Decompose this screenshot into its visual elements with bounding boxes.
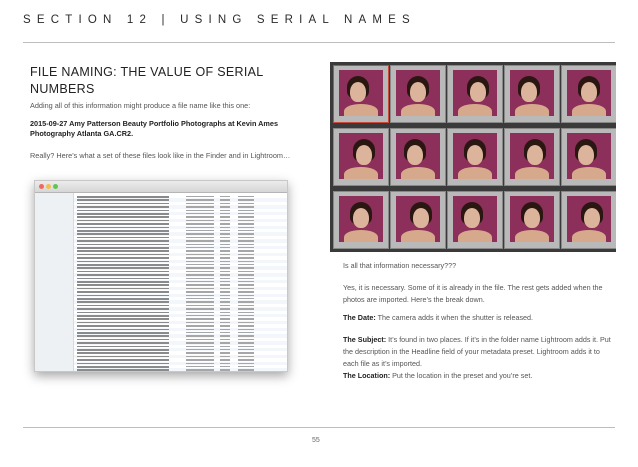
finder-window-screenshot — [34, 180, 288, 372]
finder-intro-text: Really? Here’s what a set of these files look like in the Finder and in Lightroom… — [30, 151, 291, 160]
thumbnail-cell — [447, 191, 503, 249]
thumbnail-cell — [561, 65, 616, 123]
thumbnail-cell — [504, 65, 560, 123]
location-paragraph — [343, 370, 613, 382]
portrait-photo — [567, 70, 611, 116]
top-divider — [23, 42, 615, 43]
thumbnail-cell — [561, 128, 616, 186]
bottom-divider — [23, 427, 615, 428]
subject-paragraph — [343, 334, 613, 370]
portrait-photo — [510, 196, 554, 242]
date-paragraph — [343, 312, 613, 324]
finder-sidebar — [35, 193, 74, 371]
intro-text: Adding all of this information might produce a file name like this one: — [30, 101, 251, 110]
portrait-photo — [396, 70, 440, 116]
finder-titlebar — [35, 181, 287, 193]
thumbnail-cell — [504, 128, 560, 186]
close-icon — [39, 184, 44, 189]
thumbnail-cell — [504, 191, 560, 249]
portrait-photo — [339, 70, 383, 116]
portrait-photo — [339, 196, 383, 242]
thumbnail-cell — [561, 191, 616, 249]
thumbnail-cell — [333, 65, 389, 123]
thumbnail-cell — [447, 128, 503, 186]
location-text: Put the location in the preset and you’re set. — [390, 371, 533, 380]
portrait-photo — [510, 133, 554, 179]
portrait-photo — [453, 133, 497, 179]
portrait-photo — [453, 196, 497, 242]
section-header: SECTION 12 | USING SERIAL NAMES — [23, 14, 416, 26]
finder-file-list — [74, 193, 287, 371]
thumbnail-cell — [333, 128, 389, 186]
finder-file-row — [74, 368, 287, 371]
answer-text: Yes, it is necessary. Some of it is already in the file. The rest gets added when the photos are imported. Here’s the break down. — [343, 283, 603, 304]
thumbnail-cell — [447, 65, 503, 123]
location-label: The Location: — [343, 371, 391, 380]
portrait-photo — [453, 70, 497, 116]
page-number: 55 — [312, 437, 320, 444]
portrait-photo — [396, 133, 440, 179]
date-label: The Date: — [343, 313, 376, 322]
thumbnail-cell — [333, 191, 389, 249]
thumbnail-cell — [390, 191, 446, 249]
minimize-icon — [46, 184, 51, 189]
portrait-photo — [567, 133, 611, 179]
example-filename: 2015-09-27 Amy Patterson Beauty Portfolio Photographs at Kevin Ames Photography Atlanta GA.CR2. — [30, 119, 279, 138]
thumbnail-cell — [390, 65, 446, 123]
portrait-photo — [339, 133, 383, 179]
thumbnail-cell — [390, 128, 446, 186]
page-title: FILE NAMING: THE VALUE OF SERIAL NUMBERS — [30, 65, 264, 96]
date-text: The camera adds it when the shutter is released. — [375, 313, 534, 322]
zoom-icon — [53, 184, 58, 189]
subject-label: The Subject: — [343, 335, 387, 344]
portrait-photo — [510, 70, 554, 116]
subject-text: It’s found in two places. If it’s in the folder name Lightroom adds it. Put the description in the Headline field of your metadata preset. Lightroom adds it to each file as it’s imported. — [343, 335, 611, 368]
question-text: Is all that information necessary??? — [343, 261, 457, 270]
portrait-photo — [396, 196, 440, 242]
lightroom-grid-screenshot — [330, 62, 616, 252]
portrait-photo — [567, 196, 611, 242]
